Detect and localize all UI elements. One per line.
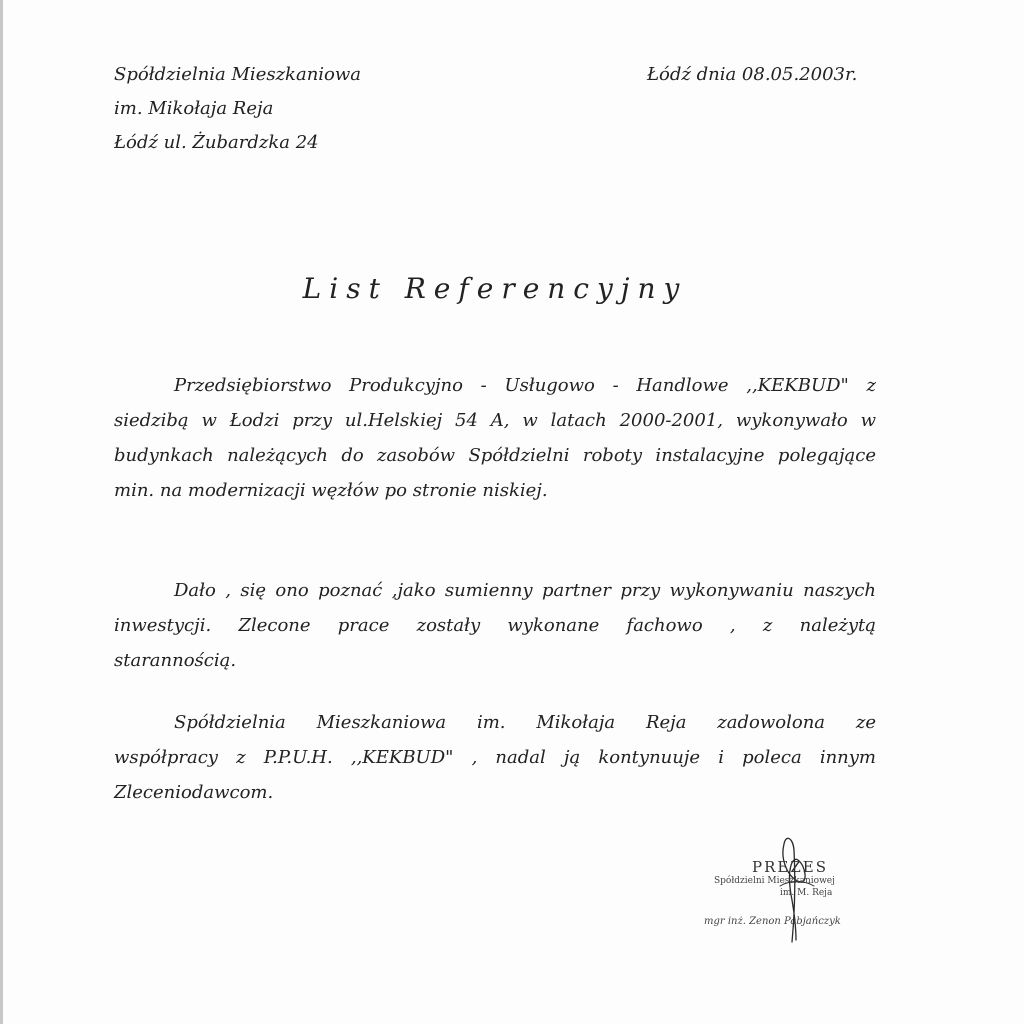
- paragraph-3: [114, 705, 876, 810]
- stamp-line-1: Spółdzielni Mieszkaniowej: [714, 876, 835, 886]
- paragraph-1-line-4: min. na modernizacji węzłów po stronie niskiej.: [114, 480, 548, 501]
- sender-line-2: im. Mikołaja Reja: [114, 98, 274, 119]
- paragraph-3-line-1: Spółdzielnia Mieszkaniowa im. Mikołaja Reja zadowolona ze: [174, 712, 876, 733]
- paragraph-2-line-2: inwestycji. Zlecone prace zostały wykonane fachowo , z należytą: [114, 615, 876, 636]
- stamp-line-2: im. M. Reja: [780, 888, 833, 898]
- letter-date: Łódź dnia 08.05.2003r.: [647, 64, 858, 85]
- paragraph-1-line-1: Przedsiębiorstwo Produkcyjno - Usługowo - Handlowe ,,KEKBUD" z: [174, 375, 876, 396]
- stamp-title: PREZES: [752, 858, 828, 876]
- paragraph-2-line-3: starannością.: [114, 650, 237, 671]
- paragraph-3-line-2: współpracy z P.P.U.H. ,,KEKBUD" , nadal ją kontynuuje i poleca innym: [114, 747, 876, 768]
- letter-title: List Referencyjny: [302, 272, 688, 305]
- signatory-name: mgr inż. Zenon Pabjańczyk: [704, 916, 841, 927]
- paragraph-1: [114, 368, 876, 508]
- page-edge: [0, 0, 3, 1024]
- sender-address: [114, 58, 361, 160]
- sender-line-3: Łódź ul. Żubardzka 24: [114, 132, 319, 153]
- paragraph-1-line-3: budynkach należących do zasobów Spółdzielni roboty instalacyjne polegające: [114, 445, 876, 466]
- sender-line-1: Spółdzielnia Mieszkaniowa: [114, 64, 362, 85]
- signature-stamp: [700, 830, 900, 950]
- paragraph-2-line-1: Dało , się ono poznać ,jako sumienny partner przy wykonywaniu naszych: [174, 580, 876, 601]
- paragraph-3-line-3: Zleceniodawcom.: [114, 782, 274, 803]
- paragraph-1-line-2: siedzibą w Łodzi przy ul.Helskiej 54 A, w latach 2000-2001, wykonywało w: [114, 410, 876, 431]
- paragraph-2: [114, 573, 876, 678]
